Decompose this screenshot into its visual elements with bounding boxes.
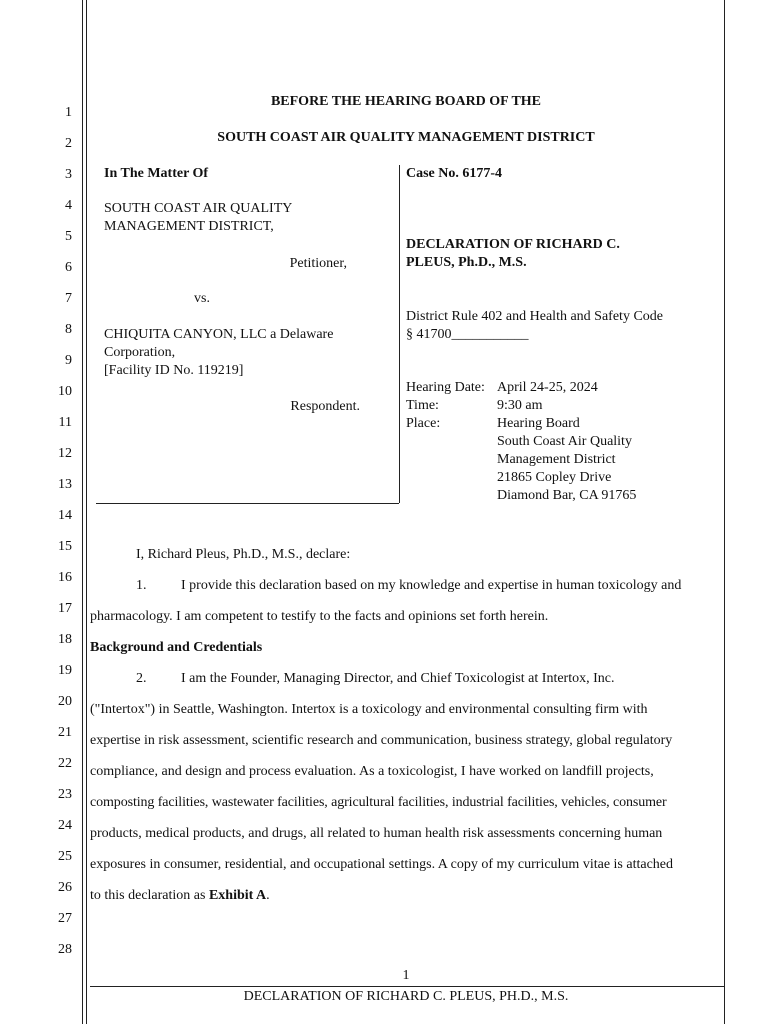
paragraph-text: expertise in risk assessment, scientific research and communication, business strategy, global regulatory bbox=[90, 733, 673, 748]
respondent-facility: [Facility ID No. 119219] bbox=[104, 363, 244, 378]
tribunal-title-line-2: SOUTH COAST AIR QUALITY MANAGEMENT DISTRICT bbox=[217, 130, 595, 145]
hearing-date-label: Hearing Date: bbox=[406, 380, 485, 395]
line-number: 11 bbox=[58, 415, 72, 430]
paragraph-text: pharmacology. I am competent to testify to the facts and opinions set forth herein. bbox=[90, 609, 549, 624]
paragraph-text: compliance, and design and process evaluation. As a toxicologist, I have worked on landfill projects, bbox=[90, 764, 654, 779]
petitioner-name: SOUTH COAST AIR QUALITY bbox=[104, 201, 293, 216]
place-line: Diamond Bar, CA 91765 bbox=[497, 488, 637, 503]
time-label: Time: bbox=[406, 398, 439, 413]
paragraph-number: 1. bbox=[136, 578, 147, 593]
line-number: 20 bbox=[58, 694, 72, 709]
line-number: 28 bbox=[58, 942, 72, 957]
paragraph-text: ("Intertox") in Seattle, Washington. Intertox is a toxicology and environmental consulting firm with bbox=[90, 702, 648, 717]
line-number: 3 bbox=[65, 167, 72, 182]
line-number: 12 bbox=[58, 446, 72, 461]
paragraph-text: exposures in consumer, residential, and occupational settings. A copy of my curriculum vitae is attached bbox=[90, 857, 674, 872]
case-number: Case No. 6177-4 bbox=[406, 166, 503, 181]
line-number: 26 bbox=[58, 880, 72, 895]
respondent-name: CHIQUITA CANYON, LLC a Delaware bbox=[104, 327, 334, 342]
line-number: 9 bbox=[65, 353, 72, 368]
petitioner-role: Petitioner, bbox=[289, 256, 347, 271]
paragraph-text: I provide this declaration based on my knowledge and expertise in human toxicology and bbox=[181, 578, 682, 593]
line-number: 7 bbox=[65, 291, 72, 306]
document-title: PLEUS, Ph.D., M.S. bbox=[406, 255, 527, 270]
line-number: 25 bbox=[58, 849, 72, 864]
left-margin-rule-inner bbox=[86, 0, 87, 1024]
left-margin-rule-outer bbox=[82, 0, 83, 1024]
caption-bottom-rule bbox=[96, 503, 399, 504]
line-number: 21 bbox=[58, 725, 72, 740]
time-value: 9:30 am bbox=[497, 398, 543, 413]
paragraph-number: 2. bbox=[136, 671, 147, 686]
line-number: 5 bbox=[65, 229, 72, 244]
line-number: 1 bbox=[65, 105, 72, 120]
line-number: 8 bbox=[65, 322, 72, 337]
paragraph-text: products, medical products, and drugs, all related to human health risk assessments concerning human bbox=[90, 826, 663, 841]
hearing-date-value: April 24-25, 2024 bbox=[497, 380, 598, 395]
line-number: 16 bbox=[58, 570, 72, 585]
line-number: 13 bbox=[58, 477, 72, 492]
line-number: 22 bbox=[58, 756, 72, 771]
caption-divider bbox=[399, 165, 400, 503]
line-number: 17 bbox=[58, 601, 72, 616]
respondent-name: Corporation, bbox=[104, 345, 176, 360]
place-line: South Coast Air Quality bbox=[497, 434, 632, 449]
place-label: Place: bbox=[406, 416, 441, 431]
footer-rule bbox=[90, 986, 724, 987]
exhibit-reference: Exhibit A bbox=[208, 888, 267, 903]
line-number: 4 bbox=[65, 198, 72, 213]
line-number: 15 bbox=[58, 539, 72, 554]
place-line: Management District bbox=[497, 452, 616, 467]
matter-label: In The Matter Of bbox=[104, 166, 209, 181]
respondent-role: Respondent. bbox=[290, 399, 360, 414]
paragraph-text: I am the Founder, Managing Director, and Chief Toxicologist at Intertox, Inc. bbox=[181, 671, 615, 686]
petitioner-name: MANAGEMENT DISTRICT, bbox=[104, 219, 274, 234]
line-number: 2 bbox=[65, 136, 72, 151]
paragraph-text: composting facilities, wastewater facilities, agricultural facilities, industrial facilities, vehicles, consumer bbox=[90, 795, 667, 810]
paragraph-text-prefix: to this declaration as bbox=[90, 888, 209, 903]
line-number: 10 bbox=[58, 384, 72, 399]
declaration-intro: I, Richard Pleus, Ph.D., M.S., declare: bbox=[136, 547, 351, 562]
place-line: Hearing Board bbox=[497, 416, 580, 431]
footer-title: DECLARATION OF RICHARD C. PLEUS, PH.D., M.S. bbox=[243, 989, 569, 1004]
line-number: 14 bbox=[58, 508, 72, 523]
place-line: 21865 Copley Drive bbox=[497, 470, 612, 485]
line-number: 23 bbox=[58, 787, 72, 802]
line-number: 27 bbox=[58, 911, 72, 926]
page-number: 1 bbox=[402, 968, 410, 983]
right-margin-rule bbox=[724, 0, 725, 1024]
document-title: DECLARATION OF RICHARD C. bbox=[406, 237, 620, 252]
rule-citation: § 41700___________ bbox=[406, 327, 529, 342]
line-number: 19 bbox=[58, 663, 72, 678]
versus-label: vs. bbox=[194, 291, 210, 306]
rule-citation: District Rule 402 and Health and Safety Code bbox=[406, 309, 663, 324]
line-number: 18 bbox=[58, 632, 72, 647]
line-number: 6 bbox=[65, 260, 72, 275]
section-heading: Background and Credentials bbox=[90, 640, 263, 655]
paragraph-text bbox=[90, 887, 270, 905]
line-number: 24 bbox=[58, 818, 72, 833]
paragraph-text-suffix: . bbox=[266, 888, 270, 903]
tribunal-title-line-1: BEFORE THE HEARING BOARD OF THE bbox=[270, 94, 542, 109]
